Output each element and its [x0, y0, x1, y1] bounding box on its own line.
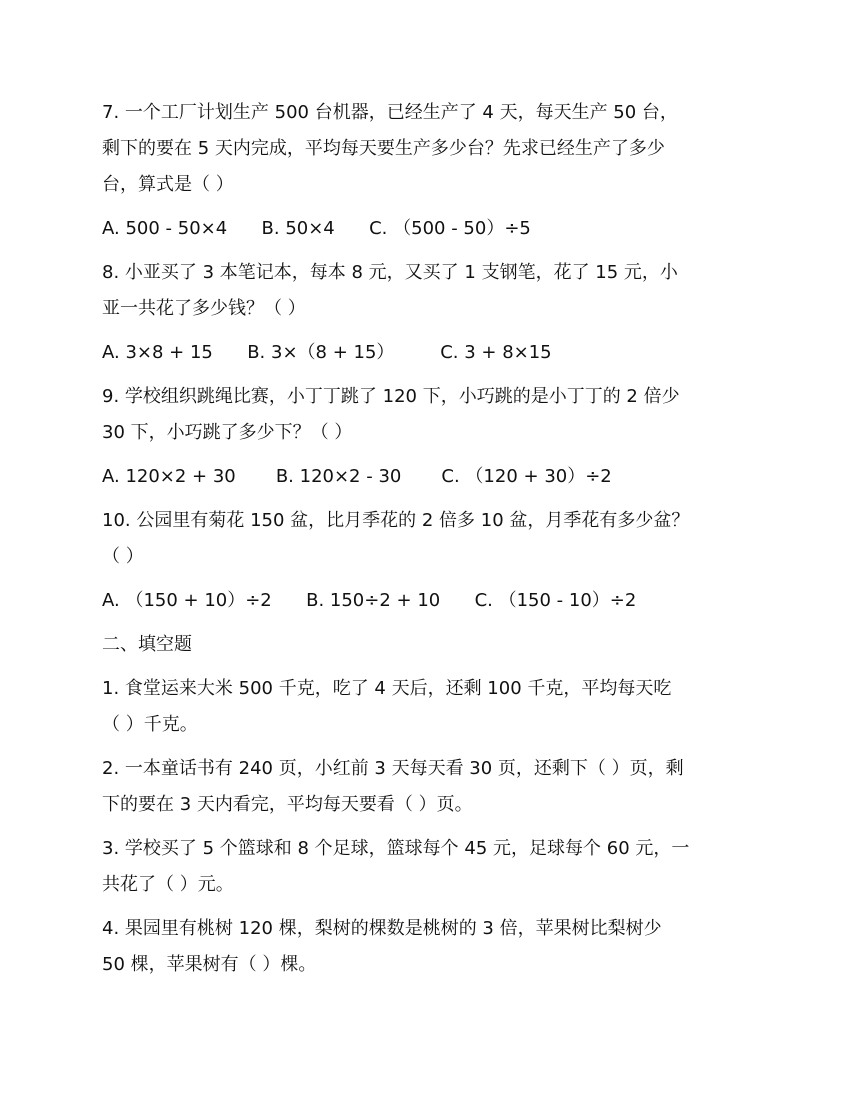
question-text-line: 1. 食堂运来大米 500 千克，吃了 4 天后，还剩 100 千克，平均每天吃 — [102, 678, 672, 699]
question-text-line: 8. 小亚买了 3 本笔记本，每本 8 元，又买了 1 支钢笔，花了 15 元，小 — [102, 262, 678, 283]
question-9 — [102, 379, 762, 451]
question-text-line: 亚一共花了多少钱？（ ） — [102, 298, 306, 319]
option-b: B. 50×4 — [261, 218, 335, 239]
question-10 — [102, 503, 762, 575]
option-a: A. （150 + 10）÷2 — [102, 590, 272, 611]
fill-question-4 — [102, 911, 762, 983]
document-page — [102, 95, 762, 991]
question-text-line: 2. 一本童话书有 240 页，小红前 3 天每天看 30 页，还剩下（ ）页，剩 — [102, 758, 684, 779]
question-text-line: 下的要在 3 天内看完，平均每天要看（ ）页。 — [102, 794, 473, 815]
question-text-line: 30 下，小巧跳了多少下？（ ） — [102, 422, 353, 443]
option-a: A. 3×8 + 15 — [102, 342, 213, 363]
question-9-options — [102, 459, 762, 495]
question-8-options — [102, 335, 762, 371]
question-text-line: 4. 果园里有桃树 120 棵，梨树的棵数是桃树的 3 倍，苹果树比梨树少 — [102, 918, 662, 939]
option-c: C. （150 - 10）÷2 — [474, 590, 637, 611]
option-c: C. （500 - 50）÷5 — [369, 218, 531, 239]
question-text-line: 3. 学校买了 5 个篮球和 8 个足球，篮球每个 45 元，足球每个 60 元，一 — [102, 838, 690, 859]
option-b: B. 120×2 - 30 — [275, 466, 402, 487]
question-7-options — [102, 211, 762, 247]
question-text-line: （ ）千克。 — [102, 714, 198, 735]
option-a: A. 120×2 + 30 — [102, 466, 236, 487]
option-c: C. （120 + 30）÷2 — [441, 466, 612, 487]
question-10-options — [102, 583, 762, 619]
question-text-line: 剩下的要在 5 天内完成，平均每天要生产多少台？先求已经生产了多少 — [102, 138, 665, 159]
question-text-line: 50 棵，苹果树有（ ）棵。 — [102, 954, 317, 975]
question-text-line: 10. 公园里有菊花 150 盆，比月季花的 2 倍多 10 盆，月季花有多少盆？ — [102, 510, 690, 531]
fill-question-1 — [102, 671, 762, 743]
question-text-line: 共花了（ ）元。 — [102, 874, 234, 895]
fill-question-2 — [102, 751, 762, 823]
question-text-line: （ ） — [102, 546, 144, 567]
section-heading: 二、填空题 — [102, 634, 192, 655]
question-8 — [102, 255, 762, 327]
option-b: B. 3×（8 + 15） — [247, 342, 395, 363]
question-text-line: 台，算式是（ ） — [102, 174, 234, 195]
question-text-line: 7. 一个工厂计划生产 500 台机器，已经生产了 4 天，每天生产 50 台， — [102, 102, 678, 123]
question-text-line: 9. 学校组织跳绳比赛，小丁丁跳了 120 下，小巧跳的是小丁丁的 2 倍少 — [102, 386, 680, 407]
fill-question-3 — [102, 831, 762, 903]
option-b: B. 150÷2 + 10 — [306, 590, 441, 611]
option-a: A. 500 - 50×4 — [102, 218, 228, 239]
option-c: C. 3 + 8×15 — [440, 342, 552, 363]
question-7 — [102, 95, 762, 203]
